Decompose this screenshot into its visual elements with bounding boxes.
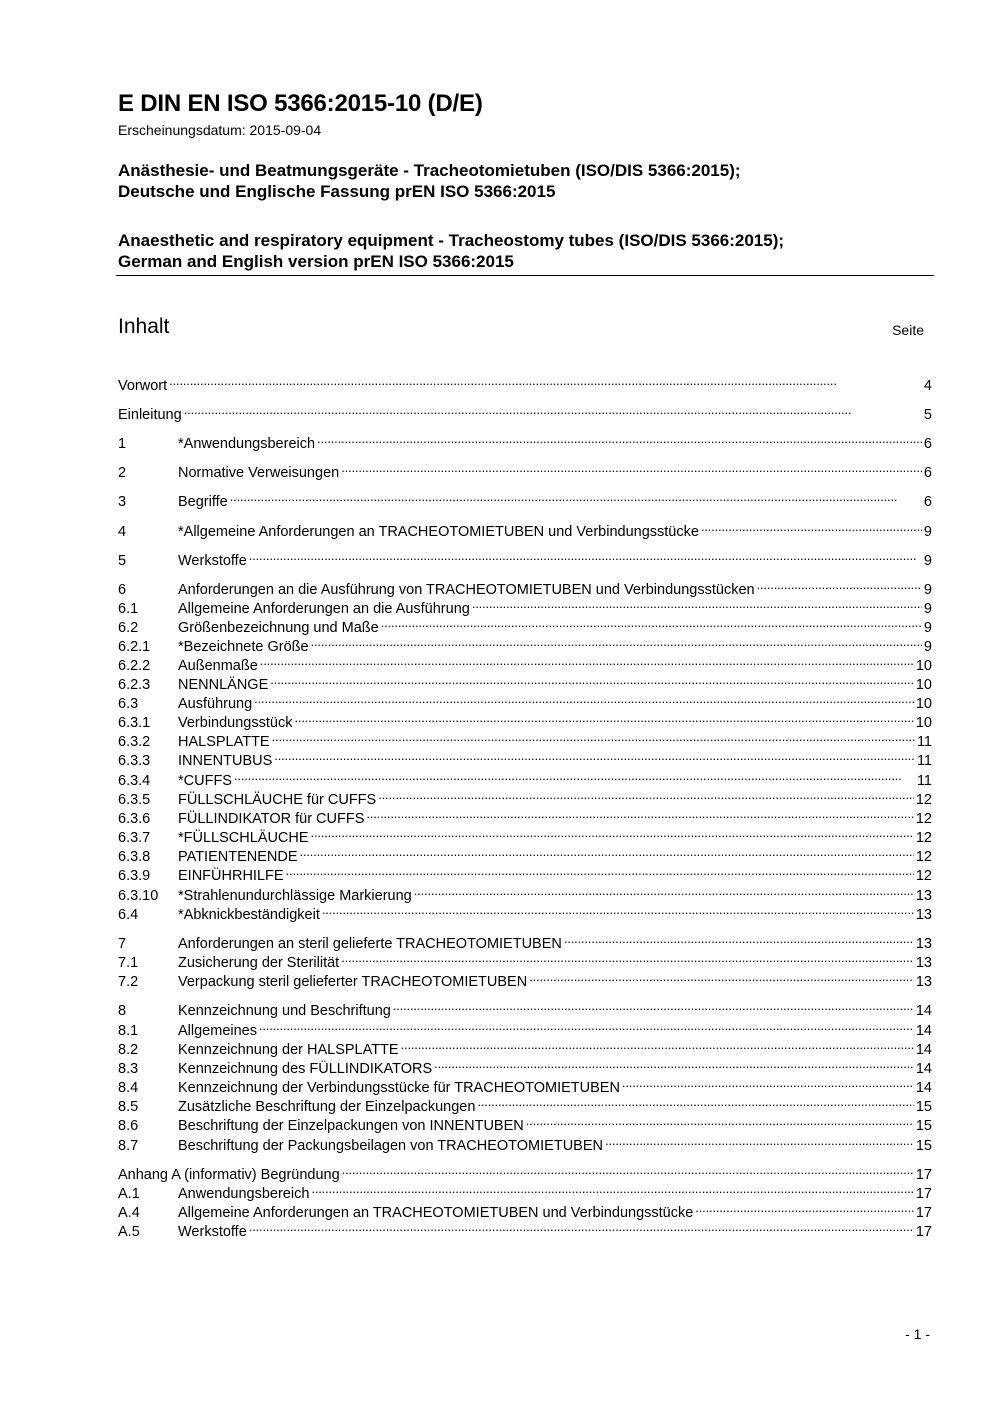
toc-entry-title: Verbindungsstück (178, 715, 293, 731)
toc-entry[interactable] (118, 786, 932, 808)
toc-entry-title: Anwendungsbereich (178, 1186, 310, 1202)
toc-dot-leader (414, 882, 914, 900)
toc-dot-leader (274, 747, 915, 765)
toc-dot-leader (393, 997, 914, 1015)
toc-entry-page: 11 (916, 734, 932, 750)
toc-entry[interactable] (118, 901, 932, 923)
toc-entry-title: Anforderungen an steril gelieferte TRACHEOTOMIETUBEN (178, 936, 562, 952)
toc-entry-title: *Bezeichnete Größe (178, 639, 309, 655)
toc-entry-number: 8 (118, 1003, 127, 1019)
toc-entry-title: Kennzeichnung und Beschriftung (178, 1003, 391, 1019)
toc-entry-page: 14 (915, 1023, 932, 1039)
toc-entry[interactable] (118, 430, 932, 452)
toc-entry-number: 6.3.10 (118, 888, 159, 904)
toc-entry[interactable] (118, 1161, 932, 1183)
toc-dot-leader (378, 786, 914, 804)
toc-entry-number: 6.3.8 (118, 849, 151, 865)
toc-dot-leader (701, 518, 922, 536)
toc-entry-title: Ausführung (178, 696, 253, 712)
toc-entry-number: 8.5 (118, 1099, 139, 1115)
toc-entry-title: Werkstoffe (178, 1224, 247, 1240)
toc-dot-leader (529, 968, 914, 986)
toc-entry-page: 17 (915, 1205, 932, 1221)
toc-entry[interactable] (118, 709, 932, 731)
toc-entry-page: 14 (915, 1003, 932, 1019)
toc-entry[interactable] (118, 1017, 932, 1039)
toc-dot-leader (230, 488, 922, 506)
toc-dot-leader (564, 930, 914, 948)
toc-dot-leader (472, 595, 922, 613)
toc-dot-leader (169, 372, 922, 390)
toc-entry-page: 12 (915, 811, 932, 827)
toc-entry-title: PATIENTENENDE (178, 849, 298, 865)
toc-entry-number: 7 (118, 936, 127, 952)
toc-entry[interactable] (118, 372, 932, 394)
toc-entry[interactable] (118, 805, 932, 827)
toc-entry[interactable] (118, 968, 932, 990)
toc-dot-leader (270, 671, 914, 689)
toc-dot-leader (311, 633, 922, 651)
toc-entry-number: 6.1 (118, 601, 139, 617)
german-title (118, 160, 741, 202)
toc-entry-title: Kennzeichnung der Verbindungsstücke für TRACHEOTOMIETUBEN (178, 1080, 620, 1096)
toc-entry-title: HALSPLATTE (178, 734, 270, 750)
toc-entry-page: 6 (923, 436, 932, 452)
toc-dot-leader (294, 709, 913, 727)
toc-entry-page: 10 (915, 658, 932, 674)
toc-entry-title: Außenmaße (178, 658, 258, 674)
toc-entry[interactable] (118, 547, 932, 569)
toc-entry-page: 9 (923, 639, 932, 655)
toc-dot-leader (300, 843, 914, 861)
toc-dot-leader (341, 949, 914, 967)
toc-entry-number: 6.3.5 (118, 792, 151, 808)
toc-dot-leader (381, 614, 922, 632)
toc-entry[interactable] (118, 767, 932, 789)
toc-entry-title: *CUFFS (178, 773, 232, 789)
toc-entry-title: NENNLÄNGE (178, 677, 269, 693)
toc-dot-leader (605, 1132, 914, 1150)
toc-dot-leader (311, 824, 914, 842)
toc-entry-number: 6.3.1 (118, 715, 151, 731)
toc-entry-page: 15 (915, 1138, 932, 1154)
toc-dot-leader (260, 652, 914, 670)
toc-entry-page: 10 (915, 715, 932, 731)
toc-dot-leader (757, 576, 922, 594)
toc-entry-page: 15 (915, 1099, 932, 1115)
toc-entry-title: Allgemeines (178, 1023, 257, 1039)
toc-entry-number: 7.2 (118, 974, 139, 990)
toc-entry-title: Kennzeichnung der HALSPLATTE (178, 1042, 399, 1058)
page-number-footer: - 1 - (905, 1326, 930, 1342)
toc-dot-leader (249, 1218, 914, 1236)
toc-entry-page: 10 (915, 696, 932, 712)
toc-entry-page: 6 (923, 494, 932, 510)
toc-entry-page: 9 (923, 601, 932, 617)
toc-entry-title: Normative Verweisungen (178, 465, 340, 481)
english-title-line-2: German and English version prEN ISO 5366:2015 (118, 252, 514, 271)
toc-dot-leader (401, 1036, 914, 1054)
toc-dot-leader (317, 430, 922, 448)
toc-entry[interactable] (118, 1180, 932, 1202)
toc-entry-page: 9 (923, 620, 932, 636)
header-divider (116, 275, 934, 276)
toc-dot-leader (259, 1017, 914, 1035)
toc-dot-leader (272, 728, 915, 746)
toc-entry-number: A.5 (118, 1224, 140, 1240)
toc-entry-page: 12 (915, 868, 932, 884)
toc-entry-number: 6.2.2 (118, 658, 151, 674)
toc-entry-title: Anhang A (informativ) Begründung (118, 1167, 340, 1183)
english-title-line-1: Anaesthetic and respiratory equipment - Tracheostomy tubes (ISO/DIS 5366:2015); (118, 231, 785, 250)
toc-entry-page: 10 (915, 677, 932, 693)
toc-entry[interactable] (118, 1132, 932, 1154)
toc-entry[interactable] (118, 930, 932, 952)
toc-entry[interactable] (118, 576, 932, 598)
toc-entry-page: 17 (915, 1167, 932, 1183)
toc-entry[interactable] (118, 518, 932, 540)
toc-entry[interactable] (118, 1112, 932, 1134)
toc-dot-leader (434, 1055, 914, 1073)
toc-entry-title: Anforderungen an die Ausführung von TRACHEOTOMIETUBEN und Verbindungsstücken (178, 582, 755, 598)
toc-entry-page: 13 (915, 907, 932, 923)
toc-entry-title: Verpackung steril gelieferter TRACHEOTOMIETUBEN (178, 974, 528, 990)
toc-dot-leader (322, 901, 914, 919)
toc-entry-number: A.4 (118, 1205, 140, 1221)
toc-entry-title: Größenbezeichnung und Maße (178, 620, 379, 636)
toc-entry-title: FÜLLSCHLÄUCHE für CUFFS (178, 792, 377, 808)
toc-entry-title: *Anwendungsbereich (178, 436, 316, 452)
toc-entry-number: 6.3.4 (118, 773, 151, 789)
toc-entry-page: 13 (915, 955, 932, 971)
toc-entry-page: 15 (915, 1118, 932, 1134)
toc-entry-number: 6.4 (118, 907, 139, 923)
toc-entry-page: 17 (915, 1224, 932, 1240)
toc-entry-number: 6 (118, 582, 127, 598)
toc-dot-leader (286, 862, 914, 880)
toc-entry-page: 5 (923, 407, 932, 423)
toc-entry-title: Beschriftung der Einzelpackungen von INNENTUBEN (178, 1118, 524, 1134)
toc-entry-number: 4 (118, 524, 127, 540)
toc-entry[interactable] (118, 1036, 932, 1058)
german-title-line-1: Anästhesie- und Beatmungsgeräte - Tracheotomietuben (ISO/DIS 5366:2015); (118, 161, 741, 180)
toc-entry-number: A.1 (118, 1186, 140, 1202)
toc-dot-leader (184, 401, 922, 419)
toc-entry-number: 2 (118, 465, 127, 481)
toc-entry-title: *Strahlenundurchlässige Markierung (178, 888, 412, 904)
toc-entry-page: 9 (923, 582, 932, 598)
toc-entry[interactable] (118, 1199, 932, 1221)
toc-entry-title: *Abknickbeständigkeit (178, 907, 320, 923)
toc-dot-leader (695, 1199, 914, 1217)
toc-dot-leader (341, 459, 922, 477)
toc-dot-leader (254, 690, 914, 708)
toc-entry[interactable] (118, 614, 932, 636)
toc-entry[interactable] (118, 1218, 932, 1240)
toc-entry-number: 6.3.7 (118, 830, 151, 846)
toc-entry-page: 13 (915, 888, 932, 904)
toc-entry-title: Allgemeine Anforderungen an TRACHEOTOMIETUBEN und Verbindungsstücke (178, 1205, 694, 1221)
toc-heading: Inhalt (118, 315, 170, 338)
toc-entry-number: 5 (118, 553, 127, 569)
toc-entry[interactable] (118, 401, 932, 423)
toc-entry-number: 6.3.6 (118, 811, 151, 827)
toc-entry-title: FÜLLINDIKATOR für CUFFS (178, 811, 365, 827)
toc-entry-page: 9 (923, 553, 932, 569)
toc-entry-number: 8.4 (118, 1080, 139, 1096)
toc-entry-number: 8.7 (118, 1138, 139, 1154)
toc-entry-number: 6.2.3 (118, 677, 151, 693)
toc-entry-number: 8.6 (118, 1118, 139, 1134)
toc-entry-page: 9 (923, 524, 932, 540)
publication-date: Erscheinungsdatum: 2015-09-04 (118, 122, 322, 138)
toc-entry-page: 4 (923, 378, 932, 394)
toc-entry[interactable] (118, 882, 932, 904)
toc-entry-number: 8.3 (118, 1061, 139, 1077)
toc-entry-page: 12 (915, 830, 932, 846)
toc-dot-leader (622, 1074, 914, 1092)
toc-entry-page: 14 (915, 1042, 932, 1058)
toc-entry-title: Allgemeine Anforderungen an die Ausführung (178, 601, 470, 617)
toc-entry-page: 11 (916, 753, 932, 769)
toc-entry[interactable] (118, 1074, 932, 1096)
toc-entry-title: Begriffe (178, 494, 228, 510)
toc-entry-number: 3 (118, 494, 127, 510)
toc-dot-leader (477, 1093, 913, 1111)
toc-entry-page: 17 (915, 1186, 932, 1202)
toc-entry-title: Werkstoffe (178, 553, 247, 569)
toc-entry[interactable] (118, 824, 932, 846)
toc-entry-number: 6.2.1 (118, 639, 151, 655)
toc-entry[interactable] (118, 671, 932, 693)
toc-entry[interactable] (118, 1093, 932, 1115)
toc-entry[interactable] (118, 459, 932, 481)
toc-dot-leader (342, 1161, 914, 1179)
toc-dot-leader (526, 1112, 914, 1130)
document-id: E DIN EN ISO 5366:2015-10 (D/E) (118, 90, 483, 117)
toc-entry-number: 8.1 (118, 1023, 139, 1039)
toc-entry[interactable] (118, 843, 932, 865)
english-title (118, 230, 784, 272)
toc-entry-page: 11 (916, 773, 932, 789)
toc-entry-page: 14 (915, 1061, 932, 1077)
toc-entry-title: EINFÜHRHILFE (178, 868, 284, 884)
toc-page-label: Seite (892, 322, 924, 338)
toc-entry-number: 6.2 (118, 620, 139, 636)
toc-entry-title: Zusicherung der Sterilität (178, 955, 340, 971)
toc-entry[interactable] (118, 595, 932, 617)
toc-entry[interactable] (118, 747, 932, 769)
toc-entry-title: Einleitung (118, 407, 182, 423)
toc-entry-page: 6 (923, 465, 932, 481)
toc-entry[interactable] (118, 862, 932, 884)
toc-entry[interactable] (118, 949, 932, 971)
toc-entry-title: Kennzeichnung des FÜLLINDIKATORS (178, 1061, 433, 1077)
toc-dot-leader (366, 805, 913, 823)
toc-entry-title: *Allgemeine Anforderungen an TRACHEOTOMIETUBEN und Verbindungsstücke (178, 524, 699, 540)
toc-entry[interactable] (118, 690, 932, 712)
toc-entry-number: 8.2 (118, 1042, 139, 1058)
german-title-line-2: Deutsche und Englische Fassung prEN ISO 5366:2015 (118, 182, 556, 201)
toc-entry-page: 12 (915, 849, 932, 865)
toc-entry-number: 1 (118, 436, 127, 452)
toc-entry-number: 6.3.2 (118, 734, 151, 750)
toc-entry[interactable] (118, 1055, 932, 1077)
toc-entry-title: Beschriftung der Packungsbeilagen von TRACHEOTOMIETUBEN (178, 1138, 603, 1154)
toc-entry-number: 6.3.9 (118, 868, 151, 884)
toc-dot-leader (249, 547, 922, 565)
toc-entry[interactable] (118, 633, 932, 655)
toc-entry-title: INNENTUBUS (178, 753, 273, 769)
toc-dot-leader (311, 1180, 913, 1198)
toc-entry-title: Vorwort (118, 378, 168, 394)
toc-entry-page: 13 (915, 974, 932, 990)
toc-entry-page: 14 (915, 1080, 932, 1096)
toc-entry-title: *FÜLLSCHLÄUCHE (178, 830, 309, 846)
toc-entry-number: 7.1 (118, 955, 139, 971)
toc-entry-number: 6.3.3 (118, 753, 151, 769)
toc-entry[interactable] (118, 488, 932, 510)
toc-dot-leader (234, 767, 915, 785)
toc-entry[interactable] (118, 652, 932, 674)
toc-entry-number: 6.3 (118, 696, 139, 712)
toc-entry-title: Zusätzliche Beschriftung der Einzelpackungen (178, 1099, 476, 1115)
toc-entry-page: 13 (915, 936, 932, 952)
toc-entry[interactable] (118, 997, 932, 1019)
toc-entry[interactable] (118, 728, 932, 750)
toc-entry-page: 12 (915, 792, 932, 808)
